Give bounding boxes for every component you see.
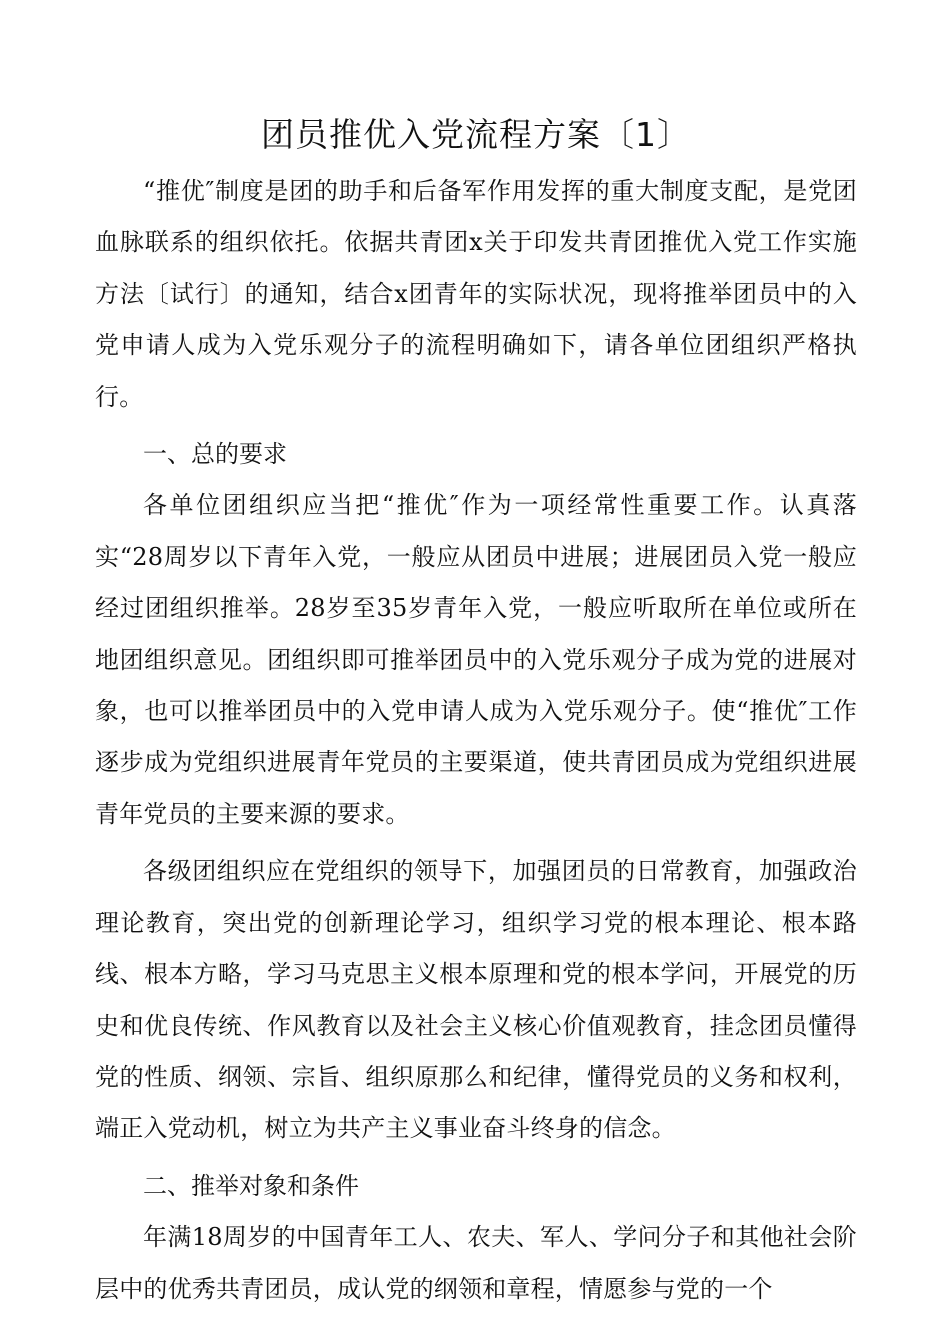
section-2-paragraph-1: 年满18周岁的中国青年工人、农夫、军人、学问分子和其他社会阶层中的优秀共青团员，成认党的纲领和章程，情愿参与党的一个 [95, 1223, 857, 1303]
section-1-paragraph-1: 各单位团组织应当把“推优″作为一项经常性重要工作。认真落实“28周岁以下青年入党，一般应从团员中进展；进展团员入党一般应经过团组织推举。28岁至35岁青年入党，一般应听取所在单位或所在地团组织意见。团组织即可推举团员中的入党乐观分子成为党的进展对象，也可以推举团员中的入党申请人成为入党乐观分子。使“推优″工作逐步成为党组织进展青年党员的主要渠道，使共青团员成为党组织进展青年党员的主要来源的要求。 [95, 491, 857, 828]
intro-paragraph: “推优″制度是团的助手和后备军作用发挥的重大制度支配，是党团血脉联系的组织依托。依据共青团x关于印发共青团推优入党工作实施方法〔试行〕的通知，结合x团青年的实际状况，现将推举团员中的入党申请人成为入党乐观分子的流程明确如下，请各单位团组织严格执行。 [95, 177, 857, 411]
document-page [95, 0, 857, 1315]
document-title: 团员推优入党流程方案〔1〕 [261, 115, 691, 154]
section-2-heading: 二、推举对象和条件 [143, 1171, 359, 1200]
section-1-heading: 一、总的要求 [143, 440, 287, 469]
section-1-paragraph-2: 各级团组织应在党组织的领导下，加强团员的日常教育，加强政治理论教育，突出党的创新理论学习，组织学习党的根本理论、根本路线、根本方略，学习马克思主义根本原理和党的根本学问，开展党的历史和优良传统、作风教育以及社会主义核心价值观教育，挂念团员懂得党的性质、纲领、宗旨、组织原那么和纪律，懂得党员的义务和权利，端正入党动机，树立为共产主义事业奋斗终身的信念。 [95, 857, 857, 1143]
